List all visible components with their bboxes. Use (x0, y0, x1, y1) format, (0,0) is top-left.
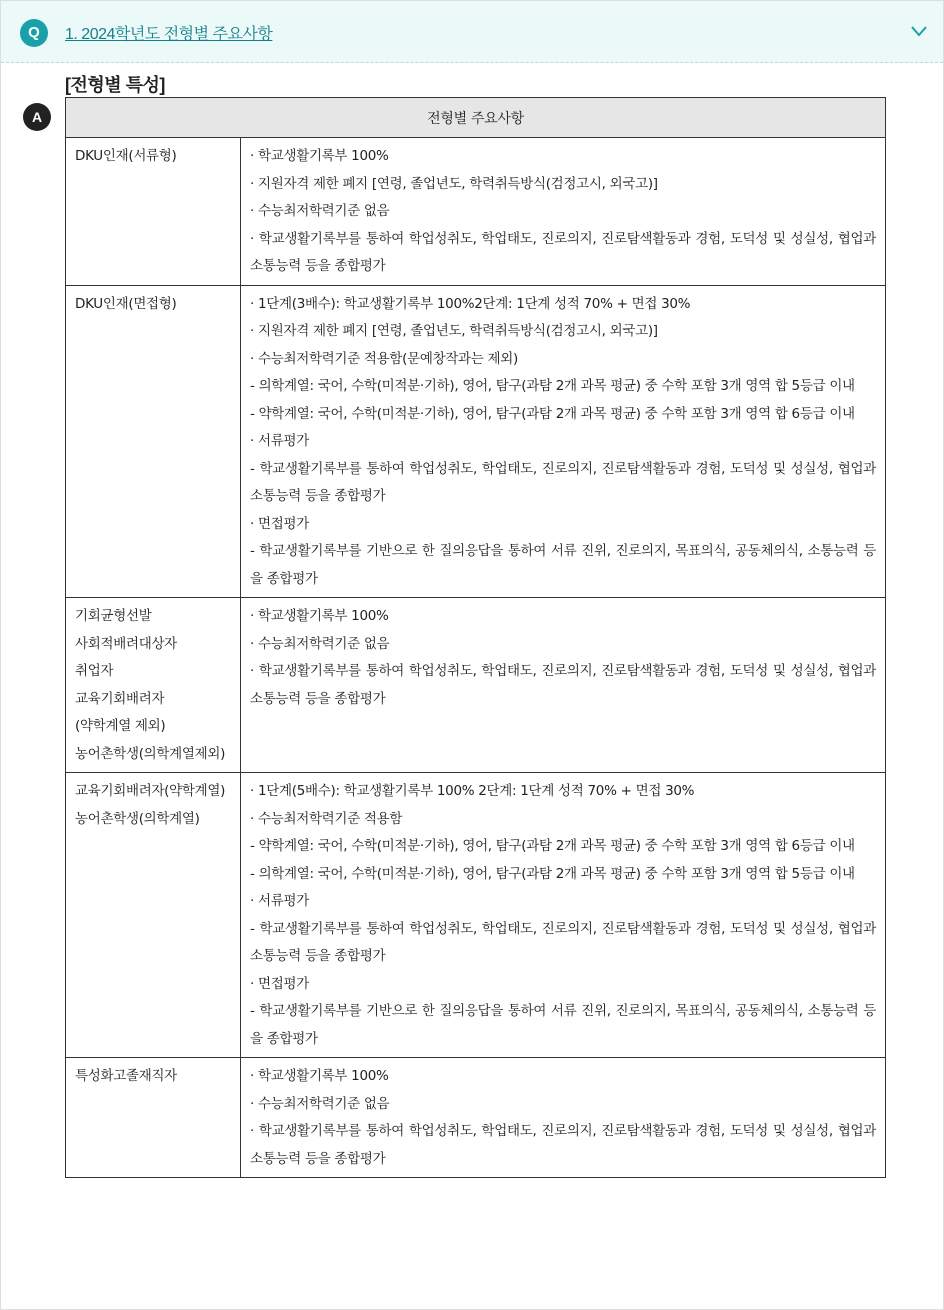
table-header: 전형별 주요사항 (66, 98, 886, 138)
detail-line: · 수능최저학력기준 없음 (250, 203, 390, 219)
detail-line: · 면접평가 (250, 515, 309, 532)
admission-type-cell (66, 285, 241, 598)
detail-line: - 학교생활기록부를 기반으로 한 질의응답을 통하여 서류 진위, 진로의지, 목표의식, 공동체의식, 소통능력 등을 종합평가 (250, 1003, 876, 1047)
admission-type-cell (66, 138, 241, 286)
admission-type-text: 사회적배려대상자 (75, 635, 177, 652)
detail-line: · 학교생활기록부 100% (250, 148, 389, 164)
detail-line: · 면접평가 (250, 975, 309, 992)
detail-line: · 지원자격 제한 폐지 [연령, 졸업년도, 학력취득방식(검정고시, 외국고)] (250, 175, 658, 192)
chevron-down-icon[interactable] (907, 19, 931, 43)
admission-type-text: DKU인재(면접형) (75, 295, 177, 312)
admission-type-text: DKU인재(서류형) (75, 148, 177, 164)
admission-type-cell (66, 773, 241, 1058)
detail-line: · 1단계(5배수): 학교생활기록부 100% 2단계: 1단계 성적 70% + 면접 30% (250, 783, 695, 799)
detail-line: - 의학계열: 국어, 수학(미적분·기하), 영어, 탐구(과탐 2개 과목 평균) 중 수학 포함 3개 영역 합 5등급 이내 (250, 378, 855, 394)
detail-line: - 학교생활기록부를 통하여 학업성취도, 학업태도, 진로의지, 진로탐색활동과 경험, 도덕성 및 성실성, 협업과 소통능력 등을 종합평가 (250, 920, 876, 964)
detail-line: · 서류평가 (250, 893, 309, 909)
detail-line: · 학교생활기록부를 통하여 학업성취도, 학업태도, 진로의지, 진로탐색활동과 경험, 도덕성 및 성실성, 협업과 소통능력 등을 종합평가 (250, 1123, 876, 1167)
detail-line: · 학교생활기록부 100% (250, 608, 389, 624)
admission-type-text: 취업자 (75, 663, 114, 679)
detail-line: · 수능최저학력기준 적용함 (250, 810, 403, 827)
details-cell (241, 598, 886, 773)
answer-badge: A (23, 103, 51, 131)
details-cell (241, 285, 886, 598)
question-title-link[interactable]: 1. 2024학년도 전형별 주요사항 (65, 26, 273, 43)
section-title: [전형별 특성] (65, 75, 165, 95)
admission-type-text: 특성화고졸재직자 (75, 1068, 177, 1084)
table-row (66, 285, 886, 598)
admission-type-cell (66, 598, 241, 773)
admission-table (65, 97, 886, 1178)
admission-type-text: (약학계열 제외) (75, 718, 166, 734)
detail-line: · 수능최저학력기준 적용함(문예창작과는 제외) (250, 350, 518, 367)
detail-line: · 학교생활기록부를 통하여 학업성취도, 학업태도, 진로의지, 진로탐색활동과 경험, 도덕성 및 성실성, 협업과 소통능력 등을 종합평가 (250, 230, 876, 274)
table-row (66, 138, 886, 286)
details-cell (241, 773, 886, 1058)
detail-line: - 학교생활기록부를 기반으로 한 질의응답을 통하여 서류 진위, 진로의지, 목표의식, 공동체의식, 소통능력 등을 종합평가 (250, 543, 876, 587)
table-row (66, 598, 886, 773)
detail-line: - 의학계열: 국어, 수학(미적분·기하), 영어, 탐구(과탐 2개 과목 평균) 중 수학 포함 3개 영역 합 5등급 이내 (250, 865, 855, 882)
admission-type-text: 교육기회배려자(약학계열) (75, 783, 226, 799)
faq-question-header[interactable] (1, 1, 943, 63)
admission-type-text: 기회균형선발 (75, 608, 152, 624)
admission-type-text: 농어촌학생(의학계열) (75, 810, 200, 827)
detail-line: · 서류평가 (250, 433, 309, 449)
table-row (66, 1058, 886, 1178)
detail-line: · 지원자격 제한 폐지 [연령, 졸업년도, 학력취득방식(검정고시, 외국고)] (250, 323, 658, 339)
detail-line: - 약학계열: 국어, 수학(미적분·기하), 영어, 탐구(과탐 2개 과목 평균) 중 수학 포함 3개 영역 합 6등급 이내 (250, 405, 855, 422)
detail-line: · 수능최저학력기준 없음 (250, 1095, 390, 1112)
detail-line: · 수능최저학력기준 없음 (250, 635, 390, 652)
admission-type-cell (66, 1058, 241, 1178)
table-row (66, 773, 886, 1058)
question-badge: Q (20, 19, 48, 47)
admission-type-text: 농어촌학생(의학계열제외) (75, 745, 226, 762)
detail-line: · 학교생활기록부를 통하여 학업성취도, 학업태도, 진로의지, 진로탐색활동과 경험, 도덕성 및 성실성, 협업과 소통능력 등을 종합평가 (250, 663, 876, 707)
details-cell (241, 138, 886, 286)
details-cell (241, 1058, 886, 1178)
detail-line: · 학교생활기록부 100% (250, 1068, 389, 1084)
detail-line: - 학교생활기록부를 통하여 학업성취도, 학업태도, 진로의지, 진로탐색활동과 경험, 도덕성 및 성실성, 협업과 소통능력 등을 종합평가 (250, 460, 876, 504)
detail-line: - 약학계열: 국어, 수학(미적분·기하), 영어, 탐구(과탐 2개 과목 평균) 중 수학 포함 3개 영역 합 6등급 이내 (250, 838, 855, 854)
detail-line: · 1단계(3배수): 학교생활기록부 100%2단계: 1단계 성적 70% + 면접 30% (250, 295, 691, 312)
admission-type-text: 교육기회배려자 (75, 690, 165, 707)
